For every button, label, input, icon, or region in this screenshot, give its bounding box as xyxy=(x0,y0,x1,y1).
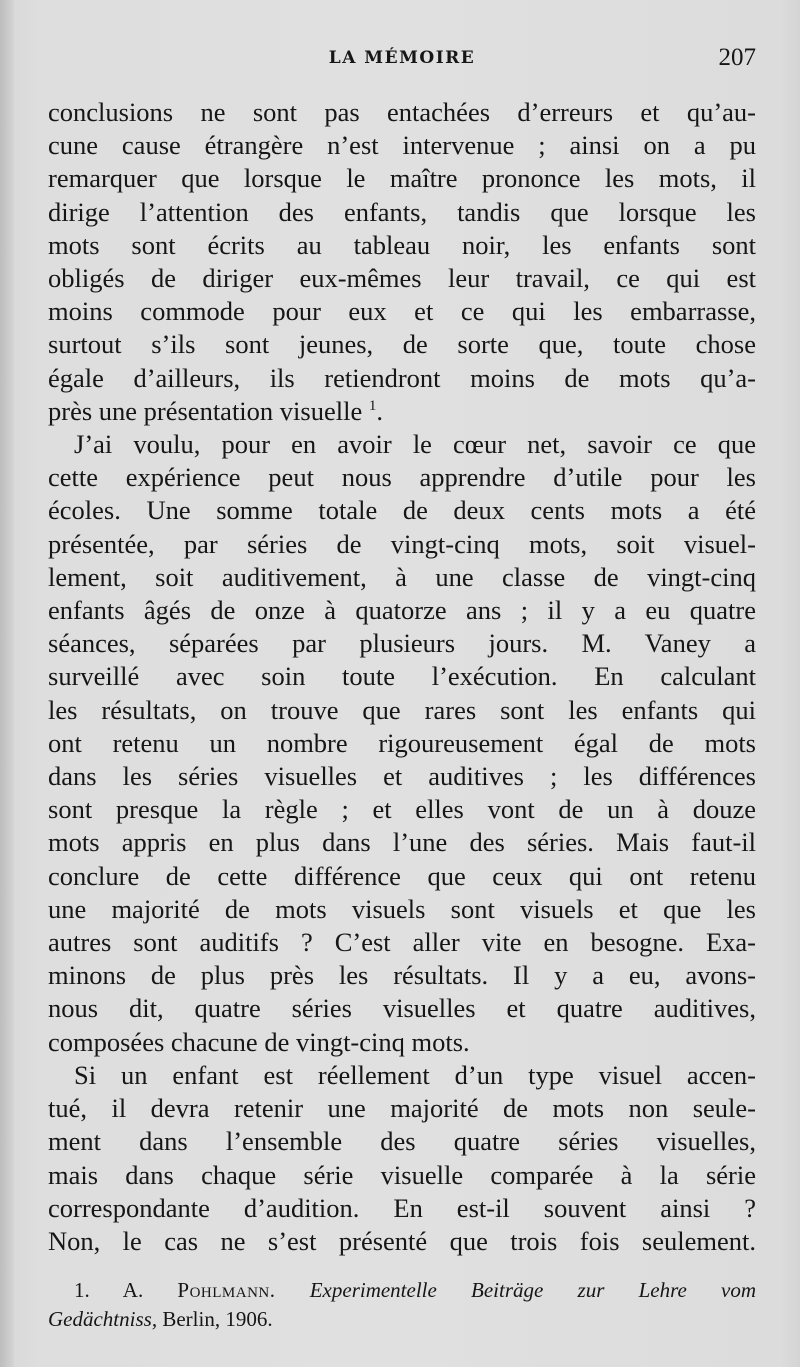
page-number: 207 xyxy=(718,44,756,71)
text-line: mais dans chaque série visuelle comparée à la série xyxy=(48,1159,756,1190)
text-line: ment dans l’ensemble des quatre séries visuelles, xyxy=(48,1126,756,1157)
footnote-reference: 1 xyxy=(368,397,377,414)
running-header xyxy=(48,44,756,76)
body-text xyxy=(48,96,756,1258)
text-line: remarquer que lorsque le maître prononce les mots, il xyxy=(48,163,756,194)
text-line: conclure de cette différence que ceux qui ont retenu xyxy=(48,860,756,891)
text-line: enfants âgés de onze à quatorze ans ; il y a eu quatre xyxy=(48,595,756,626)
text-line: obligés de diriger eux-mêmes leur travail, ce qui est xyxy=(48,263,756,294)
text-line: mots sont écrits au tableau noir, les enfants sont xyxy=(48,229,756,260)
text-line-with-footnote xyxy=(48,395,756,428)
text-line: cette expérience peut nous apprendre d’utile pour les xyxy=(48,462,756,493)
footnote-ref-suffix: . xyxy=(376,395,383,426)
text-line: sont presque la règle ; et elles vont de un à douze xyxy=(48,794,756,825)
text-line: égale d’ailleurs, ils retiendront moins de mots qu’a- xyxy=(48,362,756,393)
footnote-title: Experimentelle Beiträge zur Lehre vom xyxy=(309,1278,756,1302)
running-title: LA MÉMOIRE xyxy=(328,48,476,68)
text-line: composées chacune de vingt-cinq mots. xyxy=(48,1026,470,1057)
text-line: dans les séries visuelles et auditives ; les différences xyxy=(48,761,756,792)
text-line: tué, il devra retenir une majorité de mots non seule- xyxy=(48,1093,756,1124)
text-line: surtout s’ils sont jeunes, de sorte que, toute chose xyxy=(48,329,756,360)
footnote-author-initial: A. xyxy=(122,1278,144,1302)
text-line: lement, soit auditivement, à une classe de vingt-cinq xyxy=(48,561,756,592)
text-line: minons de plus près les résultats. Il y a eu, avons- xyxy=(48,960,756,991)
page-gutter-shadow xyxy=(0,0,14,1367)
footnote-place-year: Berlin, 1906. xyxy=(162,1307,273,1331)
text-line: ont retenu un nombre rigoureusement égal de mots xyxy=(48,727,756,758)
text-line: les résultats, on trouve que rares sont les enfants qui xyxy=(48,694,756,725)
paragraph-start-line: J’ai voulu, pour en avoir le cœur net, savoir ce que xyxy=(74,429,756,460)
footnote-line xyxy=(48,1305,756,1334)
text-line: présentée, par séries de vingt-cinq mots, soit visuel- xyxy=(48,528,756,559)
paragraph-start-line: Si un enfant est réellement d’un type visuel accen- xyxy=(74,1059,756,1090)
footnote xyxy=(48,1276,756,1334)
text-line: nous dit, quatre séries visuelles et quatre auditives, xyxy=(48,993,756,1024)
text-line: écoles. Une somme totale de deux cents mots a été xyxy=(48,495,756,526)
text-line: dirige l’attention des enfants, tandis que lorsque les xyxy=(48,196,756,227)
text-line: correspondante d’audition. En est-il souvent ainsi ? xyxy=(48,1192,756,1223)
text-line: une majorité de mots visuels sont visuels et que les xyxy=(48,893,756,924)
text-line: cune cause étrangère n’est intervenue ; ainsi on a pu xyxy=(48,130,756,161)
text-line: séances, séparées par plusieurs jours. M. Vaney a xyxy=(48,628,756,659)
text-line: Non, le cas ne s’est présenté que trois fois seulement. xyxy=(48,1225,756,1256)
text-line: surveillé avec soin toute l’exécution. En calculant xyxy=(48,661,756,692)
footnote-number: 1. xyxy=(74,1278,90,1302)
text-line: conclusions ne sont pas entachées d’erreurs et qu’au- xyxy=(48,97,756,127)
text-line: moins commode pour eux et ce qui les embarrasse, xyxy=(48,296,756,327)
footnote-title-cont: Gedächtniss, xyxy=(48,1307,158,1331)
footnote-line xyxy=(48,1276,756,1305)
text-line: autres sont auditifs ? C’est aller vite en besogne. Exa- xyxy=(48,927,756,958)
footnote-author: Pohlmann. xyxy=(177,1278,276,1302)
text-line: mots appris en plus dans l’une des séries. Mais faut-il xyxy=(48,827,756,858)
text-line: près une présentation visuelle xyxy=(48,395,363,426)
